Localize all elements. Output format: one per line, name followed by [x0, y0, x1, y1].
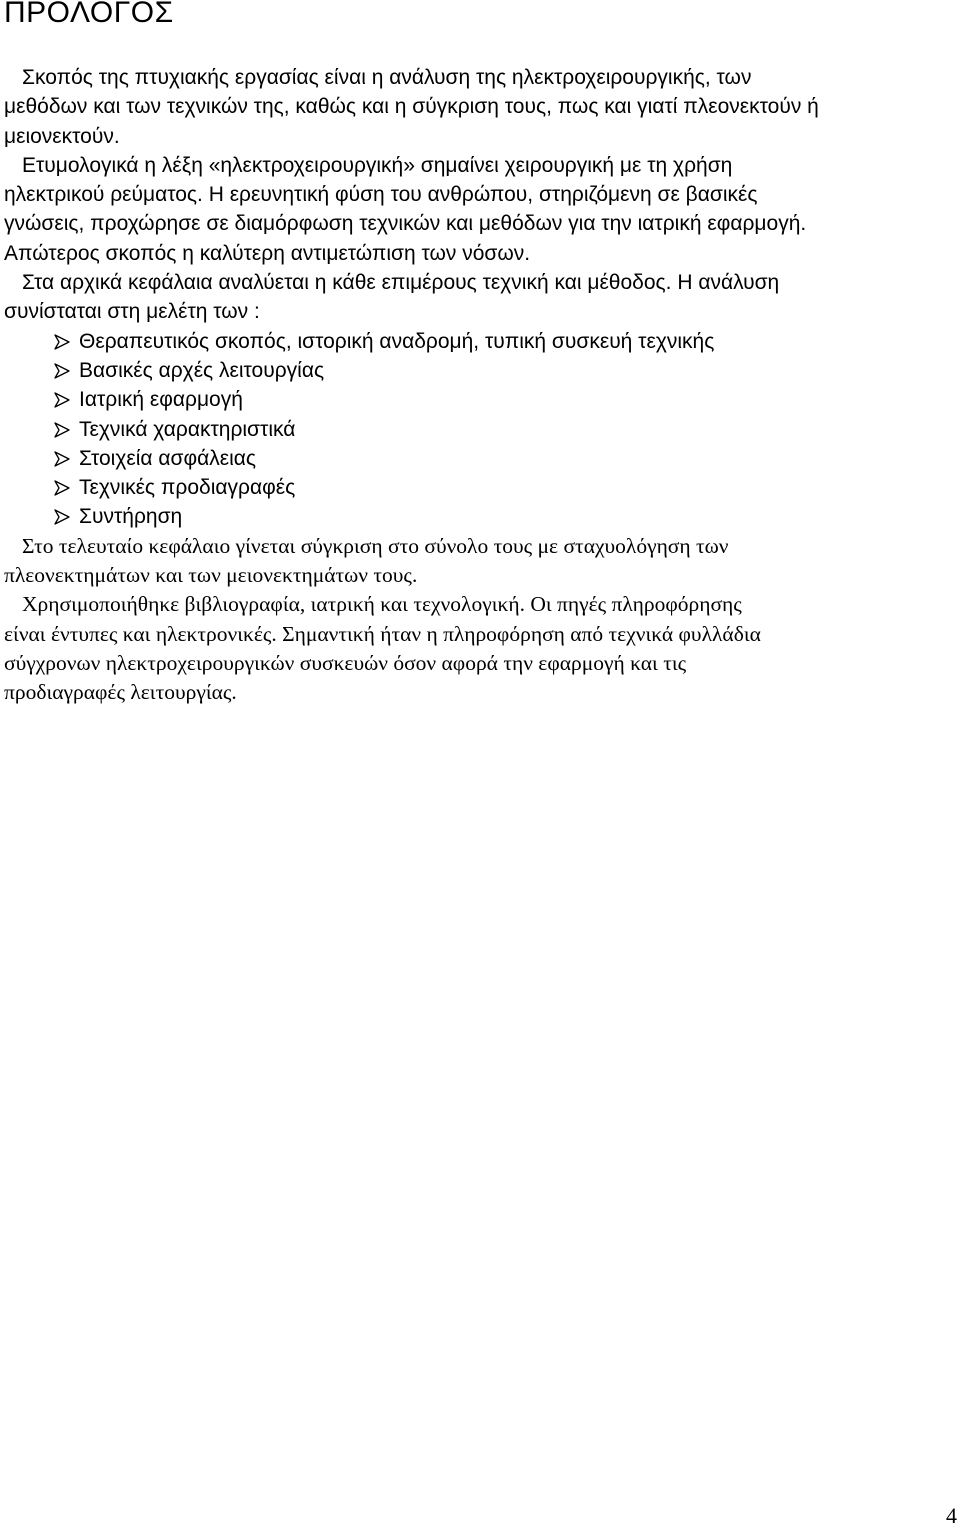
document-body [4, 63, 934, 708]
paragraph-line: σύγχρονων ηλεκτροχειρουργικών συσκευών όσον αφορά την εφαρμογή και τις [4, 650, 687, 675]
list-item-label: Βασικές αρχές λειτουργίας [79, 358, 325, 382]
paragraph-line: προδιαγραφές λειτουργίας. [4, 680, 237, 705]
paragraph-line: γνώσεις, προχώρησε σε διαμόρφωση τεχνικών και μεθόδων για την ιατρική εφαρμογή. [4, 212, 807, 236]
paragraph-line: μεθόδων και των τεχνικών της, καθώς και η σύγκριση τους, πως και γιατί πλεονεκτούν ή [4, 95, 819, 119]
list-item [4, 444, 934, 473]
page-number: 4 [946, 1503, 957, 1528]
arrowhead-bullet-icon [54, 363, 70, 379]
page-title: ΠΡΟΛΟΓΟΣ [4, 0, 174, 29]
paragraph-line: Στο τελευταίο κεφάλαιο γίνεται σύγκριση στο σύνολο τους με σταχυολόγηση των [22, 533, 729, 558]
list-item [4, 385, 934, 414]
list-item-label: Στοιχεία ασφάλειας [79, 446, 256, 470]
list-item-label: Θεραπευτικός σκοπός, ιστορική αναδρομή, τυπική συσκευή τεχνικής [79, 329, 715, 353]
paragraph-line: είναι έντυπες και ηλεκτρονικές. Σημαντική ήταν η πληροφόρηση από τεχνικά φυλλάδια [4, 621, 761, 646]
list-item-label: Τεχνικά χαρακτηριστικά [79, 417, 296, 441]
paragraph-line: Απώτερος σκοπός η καλύτερη αντιμετώπιση των νόσων. [4, 241, 531, 265]
arrowhead-bullet-icon [54, 392, 70, 408]
arrowhead-bullet-icon [54, 422, 70, 438]
paragraph-line: μειονεκτούν. [4, 124, 120, 148]
list-item-label: Τεχνικές προδιαγραφές [79, 476, 296, 500]
topic-list [4, 327, 934, 532]
paragraph-line: Σκοπός της πτυχιακής εργασίας είναι η ανάλυση της ηλεκτροχειρουργικής, των [22, 66, 752, 89]
list-item [4, 502, 934, 531]
paragraph-line: Χρησιμοποιήθηκε βιβλιογραφία, ιατρική και τεχνολογική. Οι πηγές πληροφόρησης [22, 592, 742, 617]
paragraph-line: Ετυμολογικά η λέξη «ηλεκτροχειρουργική» σημαίνει χειρουργική με τη χρήση [22, 153, 733, 177]
list-item [4, 415, 934, 444]
list-item-label: Συντήρηση [79, 505, 183, 529]
list-item [4, 327, 934, 356]
paragraph-line: πλεονεκτημάτων και των μειονεκτημάτων τους. [4, 563, 418, 588]
list-item [4, 356, 934, 385]
paragraph-line: ηλεκτρικού ρεύματος. Η ερευνητική φύση του ανθρώπου, στηριζόμενη σε βασικές [4, 183, 758, 207]
arrowhead-bullet-icon [54, 451, 70, 467]
paragraph-line: συνίσταται στη μελέτη των : [4, 300, 260, 324]
arrowhead-bullet-icon [54, 480, 70, 496]
list-item-label: Ιατρική εφαρμογή [79, 388, 243, 412]
arrowhead-bullet-icon [54, 509, 70, 525]
list-item [4, 473, 934, 502]
paragraph-line: Στα αρχικά κεφάλαια αναλύεται η κάθε επιμέρους τεχνική και μέθοδος. Η ανάλυση [22, 271, 780, 295]
arrowhead-bullet-icon [54, 334, 70, 350]
